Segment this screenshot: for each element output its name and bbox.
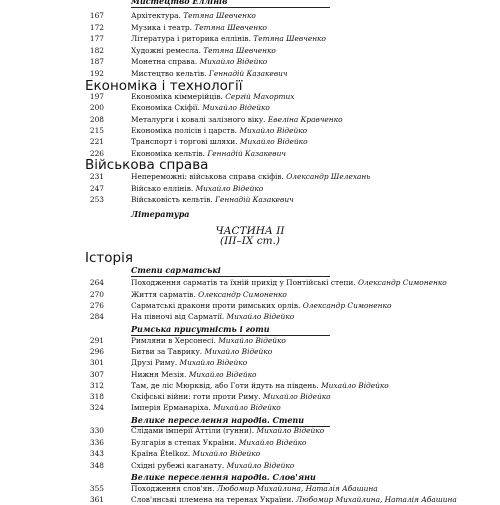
- entry-title: Музика і театр. Тетяна Шевченко: [131, 23, 267, 32]
- section-heading: Військова справа: [85, 157, 209, 173]
- page-number: 276: [89, 301, 104, 310]
- page-number: 177: [89, 34, 104, 43]
- entry-author: Михайло Відейко: [213, 403, 281, 412]
- page-number: 336: [89, 438, 104, 447]
- entry-author: Любомир Михайлина, Наталія Абашина: [295, 495, 457, 504]
- section-heading: Економіка і технології: [85, 78, 243, 94]
- entry-author: Михайло Відейко: [199, 57, 268, 66]
- page-number: 296: [89, 347, 104, 356]
- entry-author: Любомир Михайлина, Наталія Абашина: [216, 484, 378, 493]
- entry-author: Олександр Симоненко: [358, 278, 447, 287]
- page-number: 192: [89, 69, 104, 78]
- page-number: 284: [89, 312, 104, 321]
- entry-title: Економіка Скіфії. Михайло Відейко: [131, 103, 270, 112]
- page-number: 200: [89, 103, 104, 112]
- entry-title: Нижня Мезія. Михайло Відейко: [131, 370, 257, 379]
- entry-author: Тетяна Шевченко: [194, 23, 267, 32]
- page-number: 307: [89, 370, 104, 379]
- subsection-title: Велике переселення народів. Слов'яни: [131, 472, 316, 482]
- entry-title: Імперія Ерманаріха. Михайло Відейко: [131, 403, 281, 412]
- entry-title: Друзі Риму. Михайло Відейко: [131, 358, 248, 367]
- entry-title: Римляни в Херсонесі. Михайло Відейко: [131, 336, 286, 345]
- entry-title: Сарматські дракони проти римських орлів. Олександр Симоненко: [131, 301, 392, 310]
- entry-author: Михайло Відейко: [192, 449, 261, 458]
- entry-author: Тетяна Шевченко: [253, 34, 326, 43]
- page-number: 301: [89, 358, 104, 367]
- page-number: 355: [89, 484, 104, 493]
- page-number: 215: [89, 126, 104, 135]
- entry-title: Слов'янські племена на теренах України. Любомир Михайлина, Наталія Абашина: [131, 495, 457, 504]
- page-number: 312: [89, 381, 104, 390]
- entry-author: Геннадій Казакевич: [208, 69, 288, 78]
- entry-title: Монетна справа. Михайло Відейко: [131, 57, 268, 66]
- entry-author: Михайло Відейко: [179, 358, 248, 367]
- entry-title: Битви за Таврику. Михайло Відейко: [131, 347, 273, 356]
- section-heading: Історія: [85, 250, 133, 266]
- entry-author: Олександр Симоненко: [198, 290, 287, 299]
- entry-author: Михайло Відейко: [188, 370, 257, 379]
- entry-author: Геннадій Казакевич: [207, 149, 286, 158]
- page-number: 247: [89, 184, 104, 193]
- entry-title: Металурги і ковалі залізного віку. Евеліна Кравченко: [131, 115, 343, 124]
- entry-title: Література і риторика еллінів. Тетяна Шевченко: [131, 34, 326, 43]
- entry-author: Михайло Відейко: [321, 381, 389, 390]
- subsection-title: Степи сарматські: [131, 265, 221, 275]
- entry-author: Михайло Відейко: [218, 336, 286, 345]
- page-number: 348: [89, 461, 104, 470]
- entry-author: Михайло Відейко: [202, 103, 270, 112]
- page-number: 324: [89, 403, 104, 412]
- page-number: 167: [89, 11, 104, 20]
- entry-author: Тетяна Шевченко: [183, 11, 256, 20]
- entry-title: Архітектура. Тетяна Шевченко: [131, 11, 256, 20]
- entry-title: Транспорт і торгові шляхи. Михайло Відейко: [131, 137, 308, 146]
- entry-title: Східні рубежі каганату. Михайло Відейко: [131, 461, 295, 470]
- section-rule: [131, 276, 330, 277]
- page-number: 318: [89, 392, 104, 401]
- entry-author: Олександр Шелехань: [286, 172, 371, 181]
- page-number: 226: [89, 149, 104, 158]
- entry-title: Слідами імперії Аттіли (гунни). Михайло Відейко: [131, 426, 325, 435]
- entry-title: Економіка полісів і царств. Михайло Відейко: [131, 126, 308, 135]
- part-subtitle: (ІІІ–ІХ ст.): [219, 235, 281, 247]
- page-number: 264: [89, 278, 104, 287]
- entry-author: Михайло Відейко: [262, 392, 331, 401]
- entry-title: Походження сарматів та їхній прихід у Понтійські степи. Олександр Симоненко: [131, 278, 447, 287]
- page-number: 221: [89, 137, 104, 146]
- entry-author: Михайло Відейко: [204, 347, 273, 356]
- entry-title: Непереможні: військова справа скіфів. Олександр Шелехань: [131, 172, 371, 181]
- entry-author: Михайло Відейко: [195, 184, 264, 193]
- entry-title: Військовість кельтів. Геннадій Казакевич: [131, 195, 294, 204]
- entry-title: Військо еллінів. Михайло Відейко: [131, 184, 264, 193]
- page-number: 208: [89, 115, 104, 124]
- subsection-title: Мистецтво Еллінів: [131, 0, 228, 6]
- entry-title: Скіфські війни: готи проти Риму. Михайло Відейко: [131, 392, 331, 401]
- page-number: 187: [89, 57, 104, 66]
- literature-title: Література: [131, 209, 190, 219]
- part-title: ЧАСТИНА ІІ: [215, 225, 285, 237]
- entry-author: Сергій Махортих: [225, 92, 295, 101]
- entry-title: Життя сарматів. Олександр Симоненко: [131, 290, 287, 299]
- entry-author: Михайло Відейко: [239, 137, 308, 146]
- entry-author: Олександр Симоненко: [302, 301, 392, 310]
- entry-title: Економіка кіммерійців. Сергій Махортих: [131, 92, 295, 101]
- page-number: 253: [89, 195, 104, 204]
- entry-author: Евеліна Кравченко: [267, 115, 343, 124]
- entry-author: Михайло Відейко: [238, 438, 307, 447]
- entry-title: Там, де ліс Мюрквід, або Готи йдуть на південь. Михайло Відейко: [131, 381, 389, 390]
- page-number: 343: [89, 449, 104, 458]
- subsection-title: Римська присутність і готи: [131, 324, 270, 334]
- entry-author: Михайло Відейко: [226, 312, 295, 321]
- entry-title: Мистецтво кельтів. Геннадій Казакевич: [131, 69, 288, 78]
- entry-title: Економіка кельтів. Геннадій Казакевич: [131, 149, 286, 158]
- entry-title: Країна Ételkoz. Михайло Відейко: [131, 449, 261, 458]
- entry-author: Геннадій Казакевич: [215, 195, 294, 204]
- page-number: 197: [89, 92, 104, 101]
- page-number: 182: [89, 46, 104, 55]
- entry-title: Походження слов'ян. Любомир Михайлина, Наталія Абашина: [131, 484, 378, 493]
- entry-author: Михайло Відейко: [226, 461, 295, 470]
- entry-title: Художні ремесла. Тетяна Шевченко: [131, 46, 276, 55]
- page-number: 270: [89, 290, 104, 299]
- page-number: 330: [89, 426, 104, 435]
- entry-title: На півночі від Сарматії. Михайло Відейко: [131, 312, 295, 321]
- entry-author: Михайло Відейко: [256, 426, 325, 435]
- page-number: 172: [89, 23, 104, 32]
- entry-author: Михайло Відейко: [239, 126, 308, 135]
- entry-author: Тетяна Шевченко: [203, 46, 276, 55]
- page-number: 231: [89, 172, 104, 181]
- page-number: 291: [89, 336, 104, 345]
- entry-title: Булгарія в степах України. Михайло Відейко: [131, 438, 307, 447]
- subsection-title: Велике переселення народів. Степи: [131, 415, 305, 425]
- page-number: 361: [89, 495, 104, 504]
- section-rule: [131, 7, 330, 8]
